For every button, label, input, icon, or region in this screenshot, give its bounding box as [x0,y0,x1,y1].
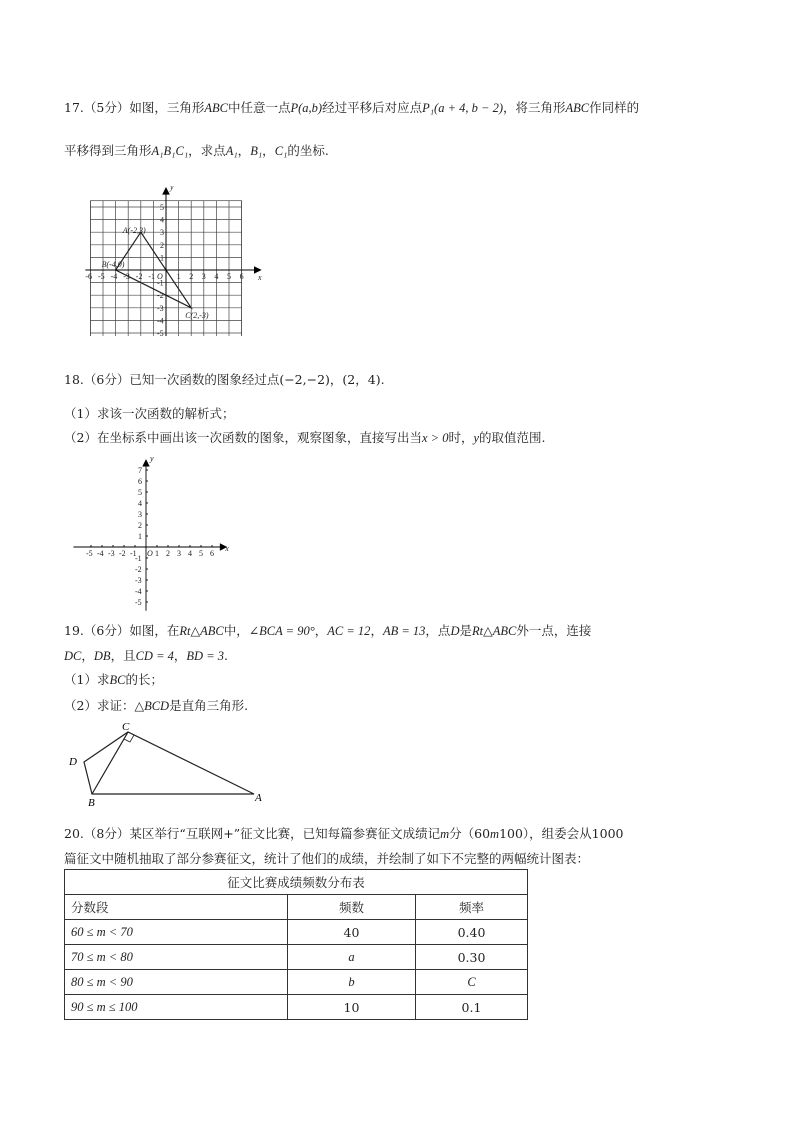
header-score-range: 分数段 [65,895,288,920]
y-tick-label: 1 [138,532,142,541]
x-tick-label: -1 [148,272,156,281]
x-tick-label: 6 [210,549,214,558]
x-tick-label: 4 [214,272,219,281]
y-tick-label: -2 [157,291,164,301]
q17-coordinate-grid [80,186,270,336]
q18-stem: 18.（6分）已知一次函数的图象经过点(−2,−2)，(2，4). [64,372,385,387]
y-axis-label: y [170,186,174,192]
y-axis-arrow [163,188,169,194]
x-tick-label: 1 [176,272,181,281]
x-tick-label: -5 [86,549,93,558]
y-tick-label: 3 [160,228,164,238]
q19-sub2: （2）求证：△BCD是直角三角形. [64,698,249,713]
label-d: D [69,756,77,768]
x-tick-label: -5 [98,272,105,281]
origin-label: O [147,549,153,558]
table-row: 90 ≤ m ≤ 100 10 0.1 [65,995,528,1020]
y-tick-label: -3 [157,303,164,313]
label-b: B [88,797,95,809]
q17-line2: 平移得到三角形A₁B₁C₁，求点A₁，B₁，C₁的坐标. [64,143,329,158]
y-tick-label: 4 [160,215,164,225]
x-tick-label: -1 [130,549,137,558]
x-axis-label: x [257,273,262,282]
y-tick-label: -1 [135,554,142,563]
table-row: 60 ≤ m < 70 40 0.40 [65,920,528,945]
y-axis-label: y [150,454,154,464]
segment-cb [92,732,128,794]
y-tick-label: -5 [135,598,142,607]
q18-sub2: （2）在坐标系中画出该一次函数的图象，观察图象，直接写出当x > 0时，y的取值范围. [64,430,546,445]
y-tick-label: 6 [138,477,142,486]
x-tick-label: 6 [239,272,244,281]
y-tick-label: 2 [160,240,164,250]
q19-line1: 19.（6分）如图，在Rt△ABC中，∠BCA = 90°，AC = 12，AB = 13，点D是Rt△ABC外一点，连接 [64,623,592,638]
y-tick-label: -3 [135,576,142,585]
x-tick-label: 2 [189,272,194,281]
x-tick-label: 3 [177,549,181,558]
table-row: 70 ≤ m < 80 a 0.30 [65,945,528,970]
q19-sub1: （1）求BC的长； [64,672,163,687]
table-caption-row [65,870,528,895]
x-axis-label: x [225,544,229,553]
x-tick-label: 4 [188,549,192,558]
header-rate: 频率 [416,895,528,920]
label-c: C [122,721,130,733]
y-tick-label: -4 [135,587,142,596]
y-tick-label: 5 [138,488,142,497]
x-tick-label: 2 [166,549,170,558]
y-tick-label: 1 [160,253,164,263]
y-tick-label: -1 [157,278,164,288]
q20-line1: 20.（8分）某区举行“互联网+”征文比赛，已知每篇参赛征文成绩记m分（60m100），组委会从1000 [64,826,624,841]
x-tick-label: -4 [97,549,104,558]
x-tick-label: 5 [199,549,203,558]
x-tick-label: -3 [123,272,130,281]
q20-line2: 篇征文中随机抽取了部分参赛征文，统计了他们的成绩，并绘制了如下不完整的两幅统计图表： [64,851,590,866]
table-header-row [65,895,528,920]
x-tick-label: -2 [135,272,143,281]
y-tick-label: 3 [138,510,142,519]
point-label-b: B(-4,0) [101,260,125,269]
table-caption: 征文比赛成绩频数分布表 [65,870,528,895]
point-label-c: C(2,-3) [185,310,209,320]
q19-line2: DC，DB，且CD = 4，BD = 3. [64,648,228,663]
y-tick-label: -5 [157,329,164,336]
q17-line1: 17.（5分）如图，三角形ABC中任意一点P(a,b)经过平移后对应点P₁(a + 4, b − 2)，将三角形ABC作同样的 [64,100,640,115]
y-tick-label: 7 [138,466,142,475]
q18-sub1: （1）求该一次函数的解析式； [64,406,235,421]
y-axis-arrow [143,460,149,466]
x-tick-label: 1 [155,549,159,558]
q18-coordinate-axes [70,452,240,614]
frequency-table [64,869,528,1020]
y-tick-label: 5 [160,203,164,212]
header-frequency: 频数 [288,895,416,920]
x-tick-label: -6 [85,272,93,281]
x-tick-label: -4 [110,272,118,281]
y-tick-label: -4 [157,316,164,326]
origin-label: O [157,272,163,281]
y-tick-label: -2 [135,565,142,574]
y-tick-label: 4 [138,499,142,508]
x-tick-label: 5 [227,272,231,281]
q19-figure [60,720,280,812]
x-tick-label: -2 [119,549,126,558]
table-row: 80 ≤ m < 90 b C [65,970,528,995]
x-tick-label: 3 [201,272,206,281]
y-tick-label: 2 [138,521,142,530]
point-label-a: A(-2,3) [122,226,146,236]
x-tick-label: -3 [108,549,115,558]
label-a: A [255,792,262,804]
